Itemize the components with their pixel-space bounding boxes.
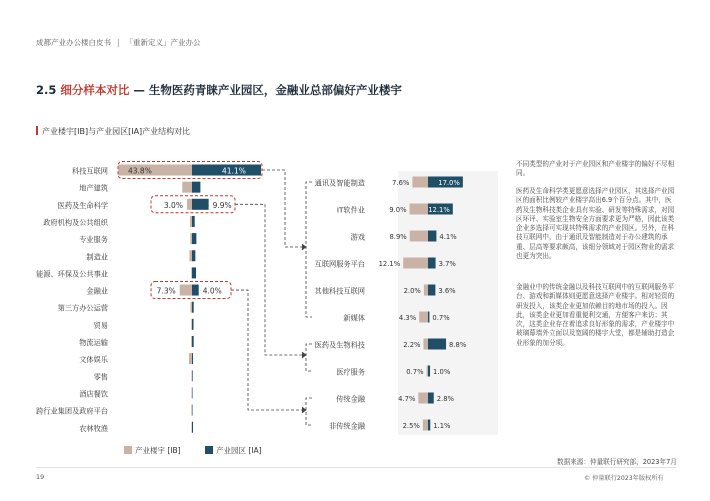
connector-lines	[231, 170, 312, 425]
bar-ib	[191, 319, 192, 330]
left-category-label: 金融业	[86, 286, 108, 296]
left-value-label-ia: 41.1%	[222, 166, 246, 176]
bar-ib	[190, 216, 192, 227]
left-category-label: 地产建筑	[79, 183, 108, 193]
right-value-label-ib: 7.6%	[392, 179, 410, 187]
bar-ib	[190, 302, 192, 313]
bar-ib	[427, 366, 428, 377]
right-category-label: 医药及生物科技	[314, 340, 365, 350]
bar-ib	[424, 285, 428, 296]
right-category-label: 游戏	[350, 232, 365, 242]
chart-subtitle: 产业楼宇[IB]与产业园区[IA]产业结构对比	[42, 127, 191, 136]
left-category-label: 能源、环保及公共事业	[36, 269, 108, 279]
connector-bio	[235, 204, 306, 355]
right-value-label-ib: 4.3%	[398, 314, 417, 322]
bar-ia	[192, 336, 194, 347]
legend-swatch-ia	[205, 446, 213, 454]
bar-ia	[428, 285, 435, 296]
right-value-label-ib: 4.7%	[398, 395, 416, 403]
right-category-label: 传统金融	[336, 394, 365, 404]
right-category-label: 新媒体	[343, 313, 365, 323]
text-paragraph-3: 金融业中的传统金融以及科技互联网中的互联网服务平台、游戏和新媒体则更愿意选择产业楼宇。相对轻资的研发投入，该类企业更加依赖目的地市场的投入。因此，该类企业更加看重便利交通，方便客户来访；其次，这类企业存在着追求良好形象的需求，产业楼宇中玻璃幕墙外立面以及宽阔的楼宇大堂，都是辅助打造企业形象的加分项。	[516, 283, 675, 347]
bar-ib	[423, 420, 428, 431]
bar-ia	[192, 199, 209, 210]
left-category-label: 跨行业集团及政府平台	[36, 406, 108, 416]
right-value-label-ib: 8.9%	[389, 233, 407, 241]
legend-swatch-ib	[124, 446, 132, 454]
right-category-label: IT软件业	[336, 205, 365, 215]
bar-ib	[191, 422, 192, 433]
bar-ia	[192, 285, 199, 296]
bar-ib	[187, 199, 192, 210]
bar-ib	[410, 204, 428, 215]
right-value-label-ia: 8.8%	[449, 341, 467, 349]
right-value-label-ib: 9.0%	[389, 206, 407, 214]
bar-ia	[192, 319, 194, 330]
text-paragraph-1: 不同类型的产业对于产业园区和产业楼宇的偏好不尽相同。	[516, 160, 675, 178]
section-highlight: 细分样本对比	[60, 83, 130, 97]
section-number: 2.5	[36, 83, 57, 97]
bar-ib	[410, 231, 428, 242]
bar-ib	[418, 393, 428, 404]
bar-ib	[191, 405, 192, 416]
bar-ia	[192, 216, 195, 227]
text-paragraph-2: 医药及生命科学类更愿意选择产业园区，其选择产业园区的面积比例较产业楼宇高出6.9个百分点。其中，医药及生物科技类企业具有实验、研发等特殊需求，对园区环评、实验室生物安全方面要求更为严格，因此该类企业多选择可实现其特殊需求的产业园区。另外，在科技互联网中，由于通讯及智能制造对于办公建筑的承重、层高等要求颇高，该细分领域对于园区物业的需求也更为突出。	[516, 187, 675, 261]
right-value-label-ia: 17.0%	[438, 179, 460, 187]
bar-ib	[180, 285, 192, 296]
bar-ia	[428, 258, 436, 269]
bar-ib	[191, 387, 192, 398]
left-category-label: 医药及生命科学	[57, 200, 108, 210]
right-value-label-ia: 12.1%	[428, 206, 450, 214]
left-category-label: 文体娱乐	[79, 355, 108, 365]
left-category-label: 物流运输	[79, 338, 108, 347]
left-category-label: 农林牧渔	[79, 423, 108, 433]
right-category-label: 通讯及智能制造	[314, 178, 365, 188]
left-value-label-ia: 4.0%	[202, 286, 222, 296]
right-category-label: 非传统金融	[329, 421, 365, 431]
left-category-label: 专业服务	[79, 235, 108, 245]
bar-ia	[192, 267, 196, 278]
connector-finance	[231, 290, 306, 410]
legend-label-ia: 产业园区 [IA]	[216, 446, 262, 455]
header-left: 成都产业办公楼白皮书	[36, 38, 111, 47]
bar-ia	[428, 312, 429, 323]
bar-ib	[182, 182, 192, 193]
copyright: © 仲量联行2023年版权所有	[584, 475, 664, 482]
bar-ia	[428, 339, 446, 350]
connector-arrowhead	[302, 244, 306, 250]
left-value-label-ia: 9.9%	[212, 200, 232, 210]
header-divider: |	[117, 38, 120, 47]
bar-ia	[192, 405, 193, 416]
group-bracket-tech	[306, 182, 312, 317]
bar-ib	[403, 258, 428, 269]
right-value-label-ib: 2.2%	[403, 341, 421, 349]
bar-ib	[189, 353, 192, 364]
bar-ia	[192, 302, 194, 313]
right-value-label-ia: 4.1%	[439, 233, 457, 241]
legend	[124, 445, 262, 455]
left-category-label: 制造业	[86, 252, 108, 262]
right-category-label: 其他科技互联网	[314, 286, 365, 296]
connector-tech	[262, 170, 306, 247]
right-value-label-ib: 2.0%	[403, 287, 421, 295]
footer-divider	[36, 467, 676, 468]
right-value-label-ib: 0.7%	[406, 368, 424, 376]
connector-arrowhead	[302, 407, 306, 413]
bar-ia	[192, 182, 200, 193]
right-chart	[315, 171, 498, 435]
left-category-label: 科技互联网	[72, 166, 108, 176]
left-category-label: 第三方办公运营	[57, 303, 108, 313]
bar-ib	[191, 267, 192, 278]
bar-ia	[428, 420, 430, 431]
right-category-label: 互联网服务平台	[314, 259, 365, 269]
bar-ia	[192, 387, 193, 398]
legend-label-ib: 产业楼宇 [IB]	[135, 446, 181, 455]
bar-ib	[189, 250, 192, 261]
bar-ib	[190, 233, 192, 244]
bar-ia	[192, 353, 193, 364]
left-chart	[36, 162, 262, 433]
right-category-label: 医疗服务	[336, 367, 365, 377]
right-value-label-ia: 1.1%	[433, 422, 451, 430]
right-value-label-ia: 0.7%	[432, 314, 450, 322]
left-category-label: 酒店餐饮	[79, 389, 108, 399]
bar-ia	[428, 231, 436, 242]
bar-ib	[191, 370, 192, 381]
bar-ib	[419, 312, 428, 323]
bar-ib	[412, 177, 428, 188]
bar-ia	[192, 233, 196, 244]
group-bracket-bio	[306, 344, 312, 371]
right-value-label-ib: 2.5%	[402, 422, 420, 430]
data-source: 数据来源：仲量联行研究部，2023年7月	[557, 458, 677, 466]
left-value-label-ib: 7.3%	[156, 286, 176, 296]
group-bracket-finance	[306, 398, 312, 425]
header-right: 「重新定义」产业办公	[125, 38, 201, 47]
bar-ia	[192, 422, 193, 433]
left-category-label: 零售	[93, 372, 108, 382]
left-category-label: 贸易	[93, 320, 108, 330]
right-value-label-ia: 2.8%	[436, 395, 455, 403]
bar-ia	[428, 366, 430, 377]
section-rest: — 生物医药青睐产业园区，金融业总部偏好产业楼宇	[133, 83, 402, 97]
left-value-label-ib: 43.8%	[128, 166, 152, 176]
right-value-label-ib: 12.1%	[378, 260, 401, 268]
right-value-label-ia: 1.0%	[433, 368, 451, 376]
right-value-label-ia: 3.7%	[438, 260, 456, 268]
bar-ib	[423, 339, 428, 350]
left-category-label: 政府机构及公共组织	[43, 217, 108, 227]
page-number: 19	[36, 473, 45, 481]
bar-ia	[192, 370, 193, 381]
bar-ib	[191, 336, 192, 347]
left-value-label-ib: 3.0%	[163, 200, 183, 210]
bar-ia	[192, 250, 195, 261]
connector-arrowhead	[302, 352, 306, 358]
bar-ia	[428, 393, 434, 404]
right-value-label-ia: 3.6%	[438, 287, 456, 295]
